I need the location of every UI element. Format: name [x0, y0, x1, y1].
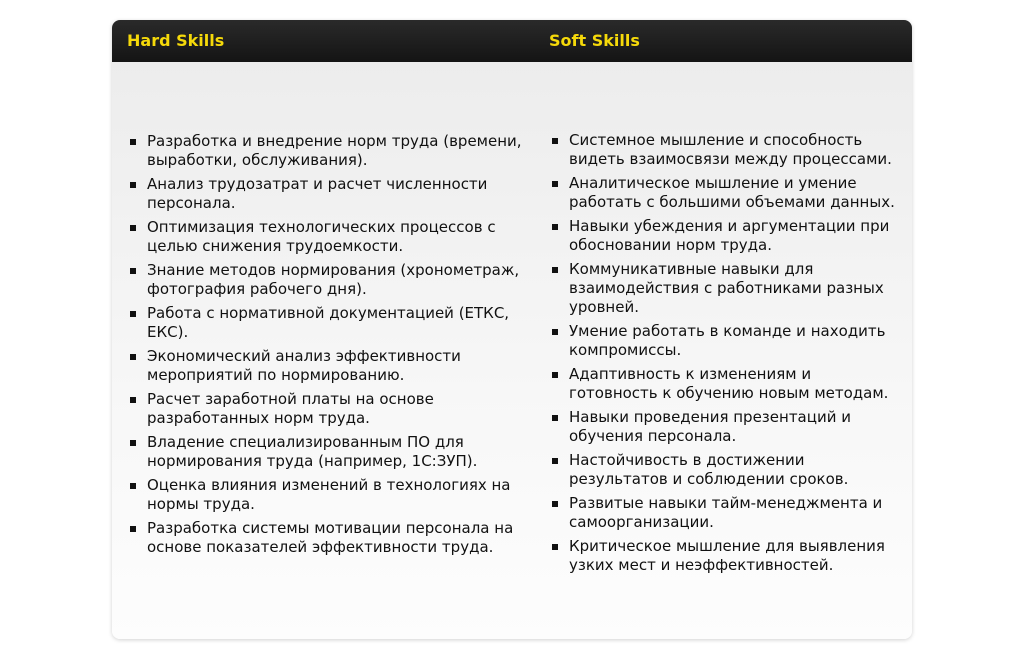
list-item-text: Системное мышление и способность видеть взаимосвязи между процессами.: [569, 131, 892, 168]
bullet-icon: [552, 372, 558, 378]
list-item: [549, 408, 899, 446]
list-item: [549, 174, 899, 212]
bullet-icon: [552, 329, 558, 335]
bullet-icon: [130, 354, 136, 360]
list-item: [549, 494, 899, 532]
bullet-icon: [130, 483, 136, 489]
list-item-text: Экономический анализ эффективности мероприятий по нормированию.: [147, 347, 461, 384]
list-item: [549, 322, 899, 360]
soft-skills-list: [549, 131, 899, 575]
list-item: [127, 476, 527, 514]
bullet-icon: [130, 440, 136, 446]
list-item-text: Разработка и внедрение норм труда (времени, выработки, обслуживания).: [147, 132, 522, 169]
hard-skills-header: Hard Skills: [127, 31, 225, 50]
list-item-text: Коммуникативные навыки для взаимодействия с работниками разных уровней.: [569, 260, 884, 316]
bullet-icon: [552, 415, 558, 421]
table-header: [112, 20, 912, 62]
list-item-text: Разработка системы мотивации персонала на основе показателей эффективности труда.: [147, 519, 514, 556]
list-item-text: Развитые навыки тайм-менеджмента и самоорганизации.: [569, 494, 883, 531]
list-item: [127, 261, 527, 299]
list-item-text: Адаптивность к изменениям и готовность к обучению новым методам.: [569, 365, 889, 402]
list-item: [549, 131, 899, 169]
bullet-icon: [130, 139, 136, 145]
list-item-text: Анализ трудозатрат и расчет численности персонала.: [147, 175, 488, 212]
hard-skills-list: [127, 132, 527, 557]
hard-skills-column: [127, 62, 527, 639]
list-item-text: Умение работать в команде и находить компромиссы.: [569, 322, 886, 359]
list-item-text: Расчет заработной платы на основе разработанных норм труда.: [147, 390, 434, 427]
list-item-text: Настойчивость в достижении результатов и соблюдении сроков.: [569, 451, 849, 488]
bullet-icon: [130, 526, 136, 532]
list-item-text: Владение специализированным ПО для нормирования труда (например, 1С:ЗУП).: [147, 433, 478, 470]
soft-skills-header: Soft Skills: [549, 31, 640, 50]
list-item-text: Работа с нормативной документацией (ЕТКС, ЕКС).: [147, 304, 510, 341]
list-item: [549, 260, 899, 317]
list-item: [549, 537, 899, 575]
list-item: [127, 433, 527, 471]
bullet-icon: [552, 501, 558, 507]
list-item: [127, 390, 527, 428]
list-item: [127, 218, 527, 256]
soft-skills-column: [549, 62, 899, 639]
bullet-icon: [552, 224, 558, 230]
list-item-text: Навыки проведения презентаций и обучения персонала.: [569, 408, 851, 445]
list-item: [549, 365, 899, 403]
bullet-icon: [552, 267, 558, 273]
list-item-text: Оценка влияния изменений в технологиях на нормы труда.: [147, 476, 511, 513]
bullet-icon: [130, 225, 136, 231]
bullet-icon: [130, 182, 136, 188]
list-item-text: Знание методов нормирования (хронометраж, фотография рабочего дня).: [147, 261, 520, 298]
bullet-icon: [552, 138, 558, 144]
bullet-icon: [130, 268, 136, 274]
list-item: [549, 217, 899, 255]
list-item: [127, 519, 527, 557]
bullet-icon: [552, 458, 558, 464]
list-item: [127, 304, 527, 342]
bullet-icon: [552, 181, 558, 187]
list-item-text: Критическое мышление для выявления узких мест и неэффективностей.: [569, 537, 885, 574]
skills-table: [112, 20, 912, 639]
list-item-text: Навыки убеждения и аргументации при обосновании норм труда.: [569, 217, 890, 254]
bullet-icon: [130, 397, 136, 403]
bullet-icon: [130, 311, 136, 317]
list-item: [549, 451, 899, 489]
list-item: [127, 175, 527, 213]
list-item: [127, 132, 527, 170]
list-item-text: Аналитическое мышление и умение работать с большими объемами данных.: [569, 174, 895, 211]
list-item-text: Оптимизация технологических процессов с целью снижения трудоемкости.: [147, 218, 496, 255]
bullet-icon: [552, 544, 558, 550]
list-item: [127, 347, 527, 385]
